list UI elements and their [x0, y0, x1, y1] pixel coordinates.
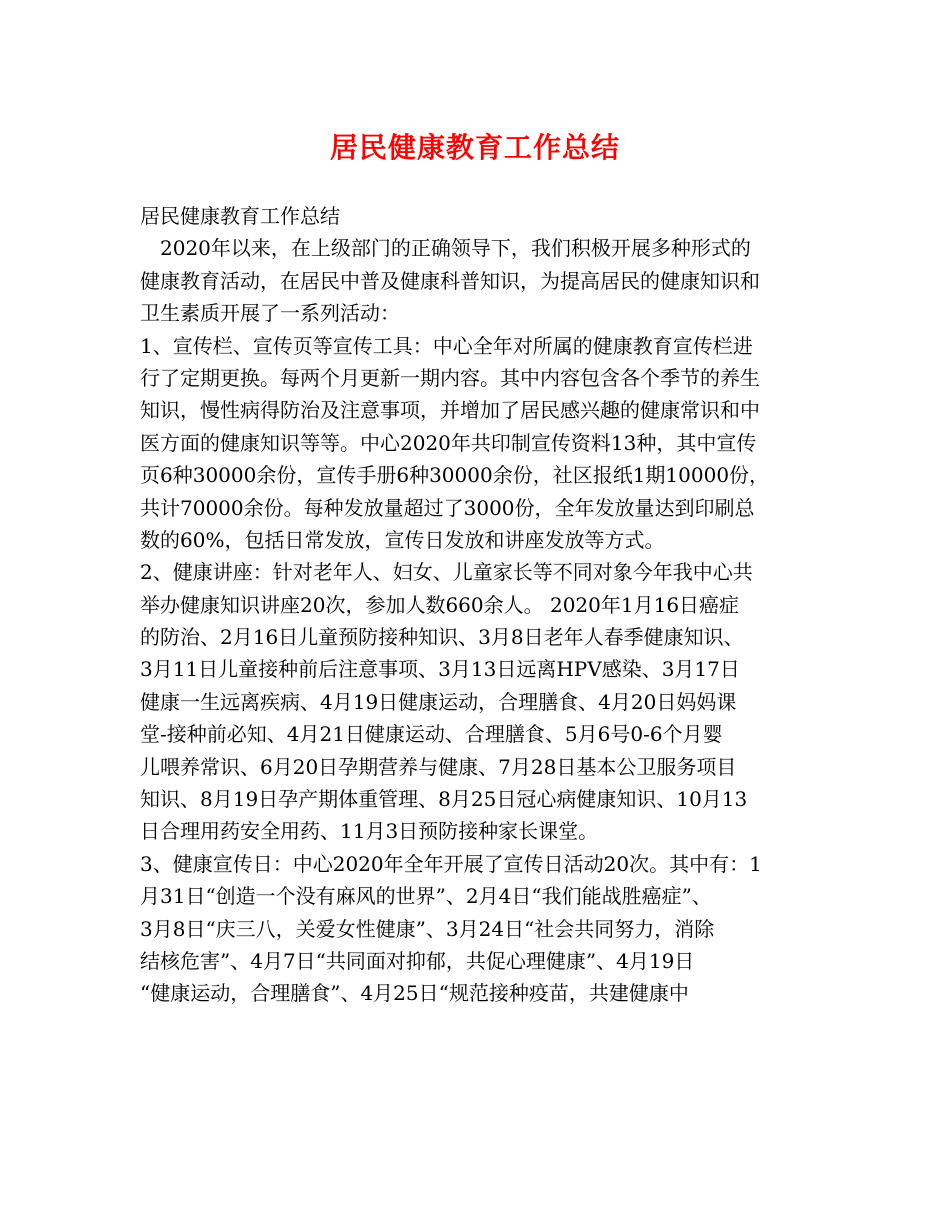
body-line: 的防治、2月16日儿童预防接种知识、3月8日老年人春季健康知识、 — [140, 625, 744, 650]
body-line: 健康教育活动，在居民中普及健康科普知识，为提高居民的健康知识和 — [140, 268, 760, 293]
body-line: “健康运动，合理膳食”、4月25日“规范接种疫苗，共建健康中 — [140, 981, 689, 1006]
body-line: 1、宣传栏、宣传页等宣传工具：中心全年对所属的健康教育宣传栏进 — [140, 333, 753, 358]
body-line: 卫生素质开展了一系列活动： — [140, 301, 400, 326]
body-line: 页6种30000余份，宣传手册6种30000余份，社区报纸1期10000份， — [140, 463, 770, 488]
body-line: 结核危害”、4月7日“共同面对抑郁，共促心理健康”、4月19日 — [140, 948, 695, 973]
body-line: 3、健康宣传日：中心2020年全年开展了宣传日活动20次。其中有：1 — [140, 851, 762, 876]
body-line: 日合理用药安全用药、11月3日预防接种家长课堂。 — [140, 819, 599, 844]
body-line: 数的60%，包括日常发放，宣传日发放和讲座发放等方式。 — [140, 527, 665, 552]
document-title: 居民健康教育工作总结 — [329, 131, 620, 164]
body-line: 月31日“创造一个没有麻风的世界”、2月4日“我们能战胜癌症”、 — [140, 884, 712, 909]
body-line: 行了定期更换。每两个月更新一期内容。其中内容包含各个季节的养生 — [140, 365, 760, 390]
body-line: 2020年以来，在上级部门的正确领导下，我们积极开展多种形式的 — [140, 236, 751, 261]
body-line: 3月11日儿童接种前后注意事项、3月13日远离HPV感染、3月17日 — [140, 657, 740, 682]
body-line: 儿喂养常识、6月20日孕期营养与健康、7月28日基本公卫服务项目 — [140, 754, 737, 779]
body-line: 健康一生远离疾病、4月19日健康运动，合理膳食、4月20日妈妈课 — [140, 689, 737, 714]
body-line: 知识、8月19日孕产期体重管理、8月25日冠心病健康知识、10月13 — [140, 787, 748, 812]
body-line: 3月8日“庆三八，关爱女性健康”、3月24日“社会共同努力，消除 — [140, 916, 715, 941]
body-line: 居民健康教育工作总结 — [140, 204, 340, 228]
body-line: 知识，慢性病得防治及注意事项，并增加了居民感兴趣的健康常识和中 — [140, 398, 760, 423]
body-line: 医方面的健康知识等等。中心2020年共印制宣传资料13种，其中宣传 — [140, 430, 757, 455]
body-line: 举办健康知识讲座20次，参加人数660余人。 2020年1月16日癌症 — [140, 592, 740, 617]
body-line: 共计70000余份。每种发放量超过了3000份，全年发放量达到印刷总 — [140, 495, 755, 520]
body-line: 2、健康讲座：针对老年人、妇女、儿童家长等不同对象今年我中心共 — [140, 560, 753, 585]
body-line: 堂-接种前必知、4月21日健康运动、合理膳食、5月6号0-6个月婴 — [140, 722, 723, 747]
document-body — [140, 200, 816, 1010]
